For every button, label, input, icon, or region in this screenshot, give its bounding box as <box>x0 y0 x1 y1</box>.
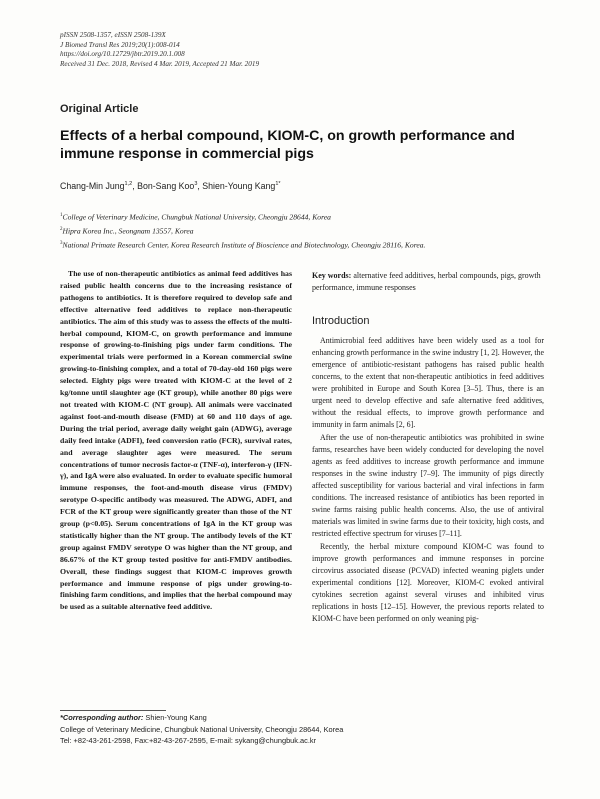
affiliation-sup: 1 <box>60 213 63 218</box>
author-name: Bon-Sang Koo <box>137 181 195 191</box>
intro-paragraph: Recently, the herbal mixture compound KIOM-C was found to improve growth performances and immune responses in porcine circovirus associated disease (PCVAD) infected weaning piglets under experimental conditions [12]. Moreover, KIOM-C evoked antiviral cytokines secretion against several viruses and inhibited virus replications in hosts [12–15]. However, the previous reports related to KIOM-C have been performed on only weaning pig- <box>312 542 544 623</box>
issn-line: pISSN 2508-1357, eISSN 2508-139X <box>60 31 166 39</box>
affiliation <box>60 210 580 224</box>
author-affil-sup: 1,2 <box>124 181 133 188</box>
affiliation-text: Hipra Korea Inc., Seongnam 13557, Korea <box>62 226 194 236</box>
abstract-text: The use of non-therapeutic antibiotics as animal feed additives has raised public health concerns due to the increasing resistance of pathogens to antibiotics. It is therefore required to develop safe and effective alternative feed additives to replace non-therapeutic antibiotics. The aim of this study was to assess the effects of the multi-herbal compound, KIOM-C, on growth performance and immune response of growing-to-finishing pigs under farm conditions. The experimental trials were performed in a Korean commercial swine growing-to-finishing complex, and a total of 70-day-old 160 pigs were selected. Eighty pigs were treated with KIOM-C at the level of 2 kg/tonne until slaughter age (KT group), while another 80 pigs were not treated with KIOM-C (NT group). All animals were vaccinated against foot-and-mouth disease (FMD) at 60 and 110 days of age. During the trial period, average daily weight gain (ADWG), average daily feed intake (ADFI), feed conversion ratio (FCR), survival rates, and average slaughter ages were measured. The serum concentrations of tumor necrosis factor-α (TNF-α), interferon-γ (IFN-γ), and IgA were also evaluated. In order to evaluate specific humoral immune responses, the foot-and-mouth disease virus (FMDV) serotype O-specific antibody was measured. The ADWG, ADFI, and FCR of the KT group were significantly greater than those of the NT group (p<0.05). Serum concentrations of IgA in the KT group was statistically higher than the NT group. The antibody levels of the KT group against FMDV serotype O was higher than the NT group, and 86.67% of the KT group tested positive for anti-FMDV antibodies. Overall, these findings suggest that KIOM-C improves growth performance and immune response of pigs under growing-to-finishing farm conditions, and implies that the herbal compound may be used as a suitable alternative feed additive. <box>60 269 292 612</box>
intro-paragraph: After the use of non-therapeutic antibiotics was prohibited in swine farms, researches have been widely conducted for developing the novel agents as feed additives to increase growth performance and immune responses in the swine industry [7–9]. The immunity of pigs directly affected susceptibility for various bacterial and viral infections in farm conditions. The increased resistance of antibiotics has been reported in swine farms raising public health concerns. Also, the use of antiviral materials was limited in swine farms due to their toxicity, high costs, and restricted effective spectrum for viruses [7–11]. <box>312 433 544 538</box>
corresponding-name: Shien-Young Kang <box>145 713 207 722</box>
footnote-divider <box>60 710 166 711</box>
author-separator: , <box>197 181 203 191</box>
affiliation-list <box>60 210 580 252</box>
article-type: Original Article <box>60 103 139 115</box>
author-affil-sup: 1* <box>275 181 281 188</box>
doi-link[interactable]: https://doi.org/10.12729/jbtr.2019.20.1.008 <box>60 50 185 59</box>
corresponding-author-line <box>60 712 560 724</box>
keywords-text: alternative feed additives, herbal compounds, pigs, growth performance, immune responses <box>312 271 541 292</box>
correspondence-footnote <box>60 712 560 747</box>
corresponding-contact: Tel: +82-43-261-2598, Fax:+82-43-267-2595, E-mail: sykang@chungbuk.ac.kr <box>60 736 317 746</box>
affiliation-sup: 3 <box>60 240 63 246</box>
keywords <box>312 270 544 294</box>
affiliation-sup: 2 <box>60 226 63 232</box>
author-separator: , <box>132 181 138 191</box>
affiliation <box>60 224 580 238</box>
corresponding-address: College of Veterinary Medicine, Chungbuk National University, Cheongju 28644, Korea <box>60 724 344 734</box>
author-name: Shien-Young Kang <box>202 181 276 191</box>
affiliation <box>60 238 580 252</box>
corresponding-label: *Corresponding author: <box>60 713 144 722</box>
article-title: Effects of a herbal compound, KIOM-C, on growth performance and immune response in commercial pigs <box>60 128 515 162</box>
journal-citation: J Biomed Transl Res 2019;20(1):008-014 <box>60 40 180 49</box>
author-name: Chang-Min Jung <box>60 181 125 191</box>
author-list <box>60 181 560 191</box>
journal-meta <box>60 31 480 69</box>
affiliation-text: National Primate Research Center, Korea Research Institute of Bioscience and Biotechnology, Cheongju 28116, Korea. <box>62 240 426 250</box>
introduction-body <box>312 335 544 626</box>
article-history: Received 31 Dec. 2018, Revised 4 Mar. 2019, Accepted 21 Mar. 2019 <box>60 59 260 68</box>
keywords-label: Key words: <box>312 271 352 280</box>
affiliation-text: College of Veterinary Medicine, Chungbuk National University, Cheongju 28644, Korea <box>62 212 331 222</box>
author-affil-sup: 3 <box>194 181 198 188</box>
abstract <box>60 268 292 613</box>
intro-paragraph: Antimicrobial feed additives have been widely used as a tool for enhancing growth performance in the swine industry [1, 2]. However, the emergence of antibiotic-resistant pathogens has raised public health concerns, to the extent that non-therapeutic antibiotics in feed additives were prohibited in Europe and South Korea [3–5]. Thus, there is an urgent need to develop effective and safe alternative feed additives, without the residual effects, to improve growth performance and immunity in farm animals [2, 6]. <box>312 336 544 429</box>
introduction-heading: Introduction <box>312 315 370 327</box>
